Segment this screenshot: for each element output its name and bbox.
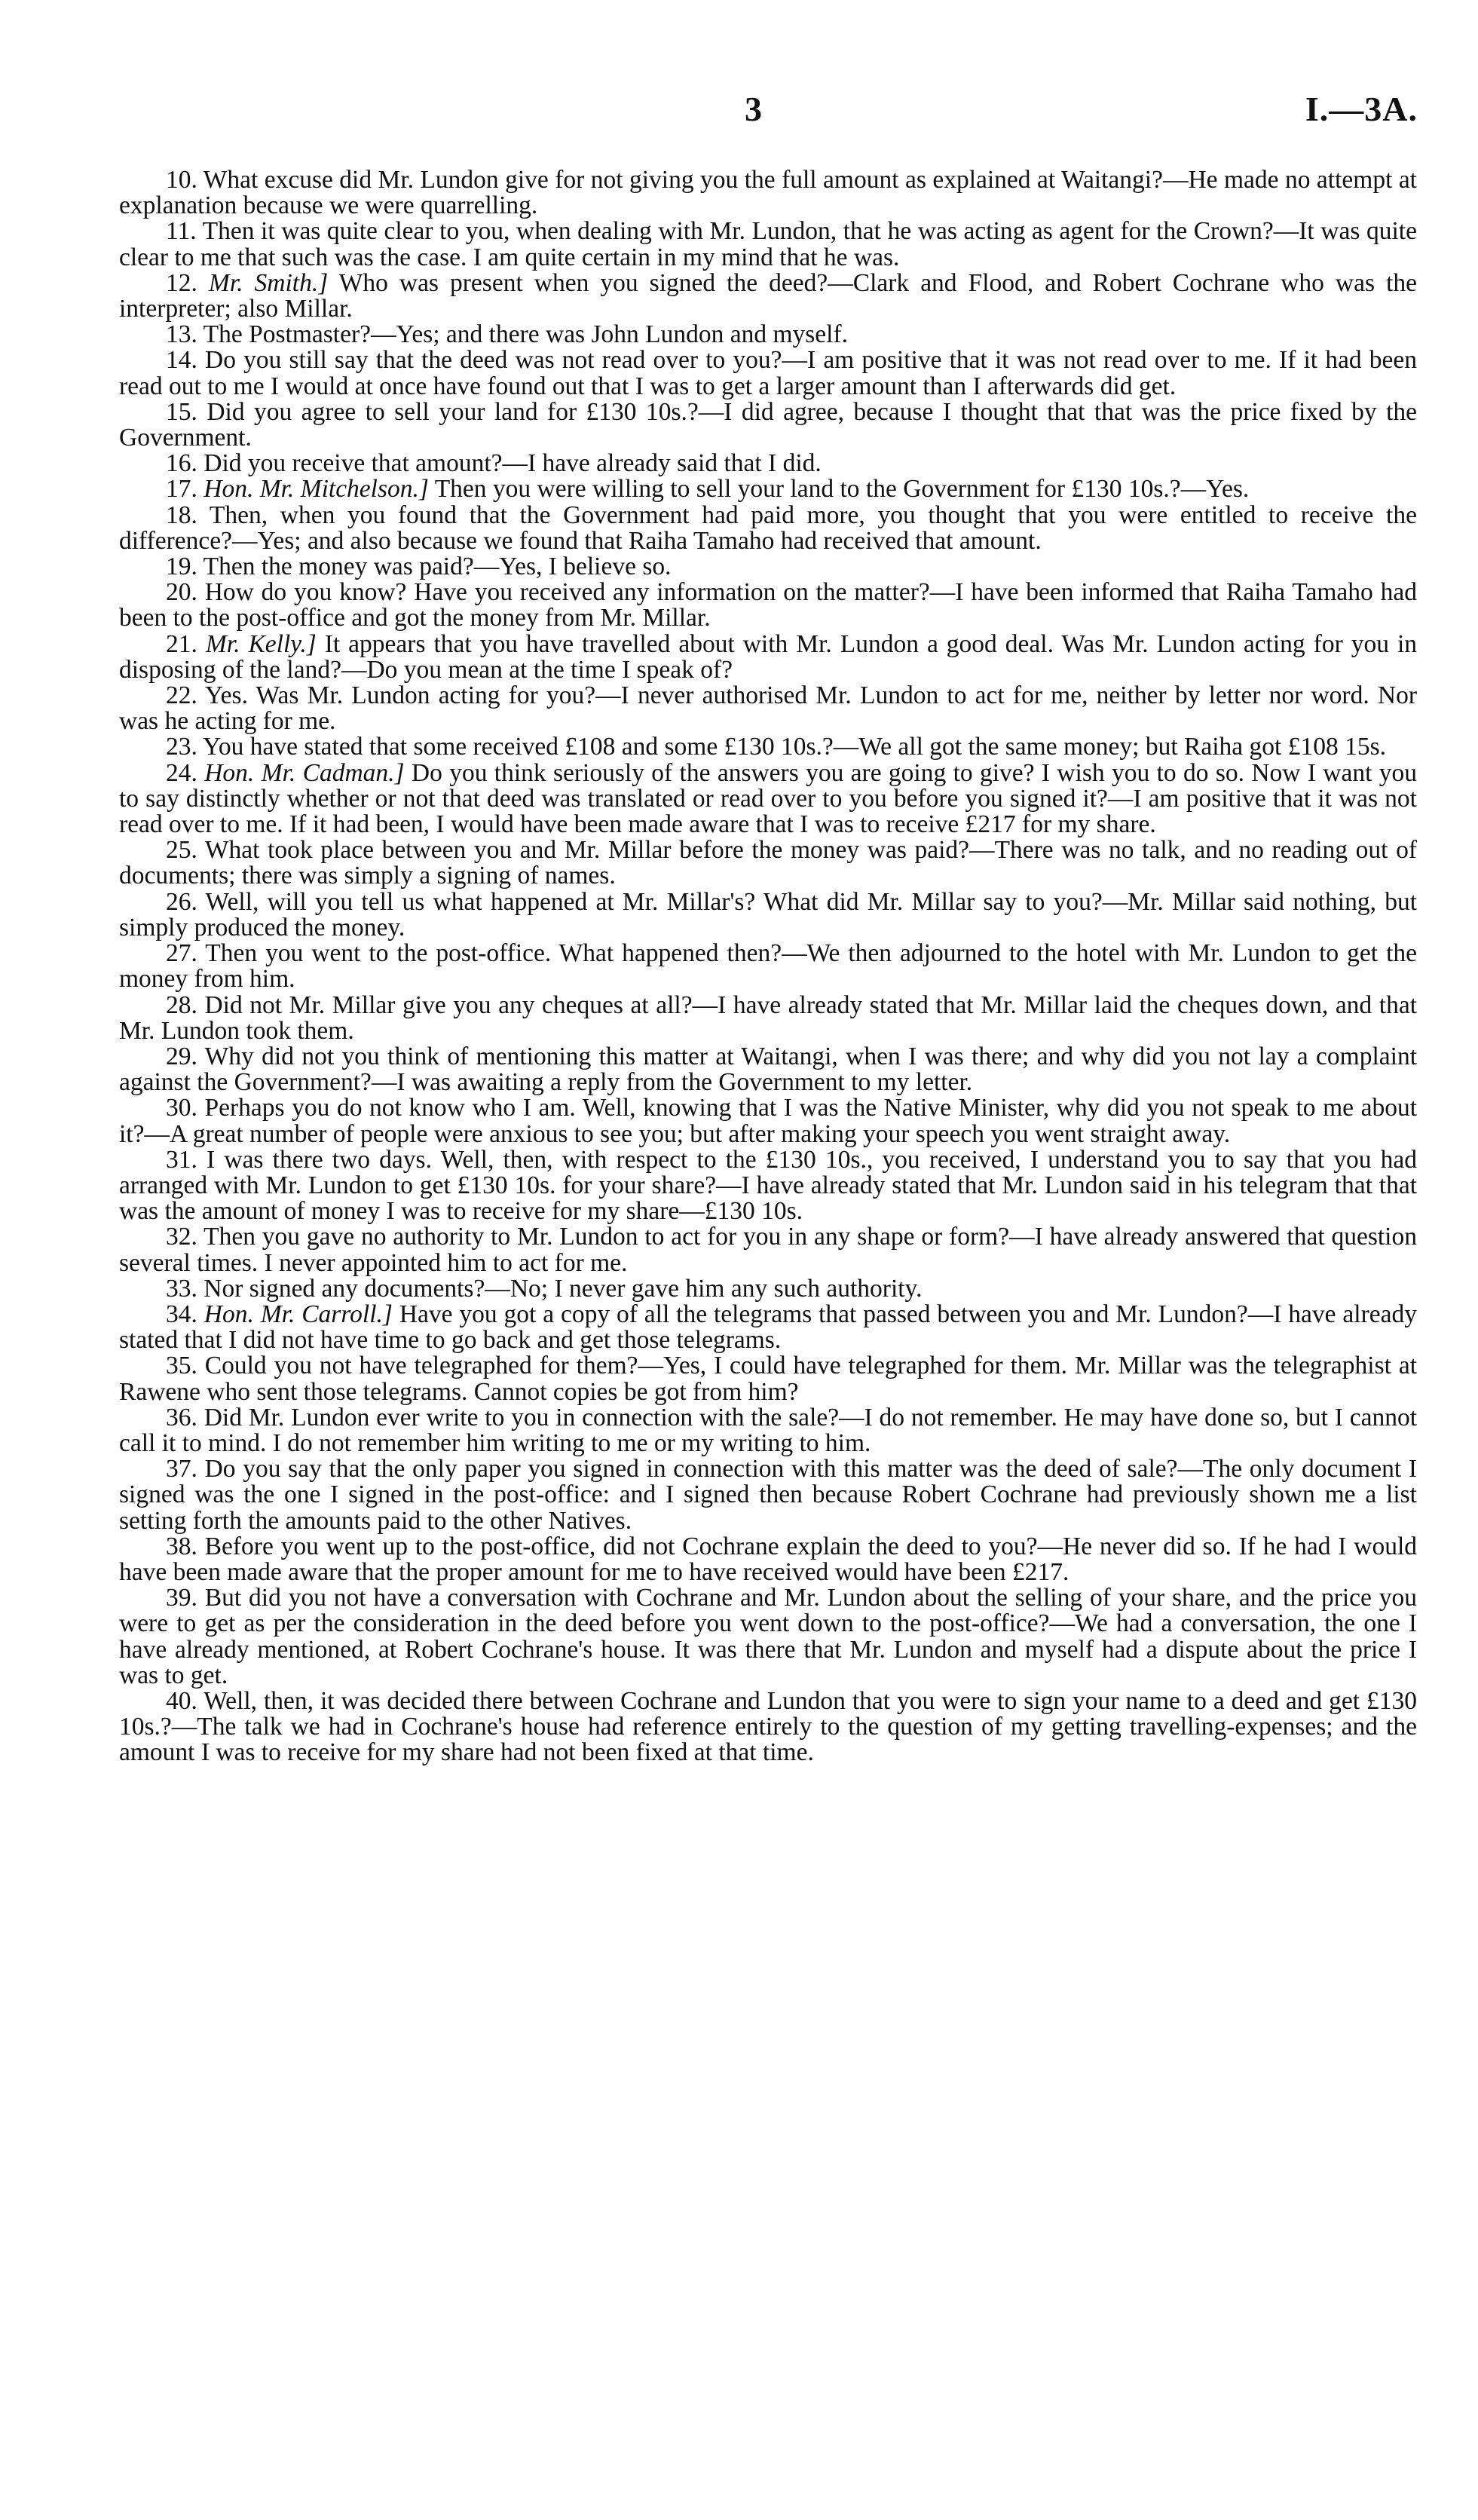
question-answer-text: How do you know? Have you received any information on the matter?—I have been informed that Raiha Tamaho had been to the post-office and got the money from Mr. Millar. <box>119 578 1417 632</box>
question-number: 17. <box>166 475 197 504</box>
question-paragraph <box>119 503 1417 554</box>
question-number: 27. <box>166 939 197 968</box>
question-paragraph <box>119 1302 1417 1353</box>
question-paragraph <box>119 1585 1417 1689</box>
question-answer-text: Did you agree to sell your land for £130 10s.?—I did agree, because I thought that that was the price fixed by the Government. <box>119 397 1417 452</box>
question-number: 29. <box>166 1042 197 1070</box>
question-answer-text: But did you not have a conversation with Cochrane and Mr. Lundon about the selling of your share, and the price you were to get as per the consideration in the deed before you went down to the post-office?—We had a conversation, the one I have already mentioned, at Robert Cochrane's house. It was there that Mr. Lundon and myself had a dispute about the price I was to get. <box>119 1584 1418 1689</box>
question-answer-text: Before you went up to the post-office, did not Cochrane explain the deed to you?—He never did so. If he had I would have been made aware that the proper amount for me to have received would have been £217. <box>119 1532 1417 1586</box>
question-answer-text: Could you not have telegraphed for them?—Yes, I could have telegraphed for them. Mr. Millar was the telegraphist at Rawene who sent those telegrams. Cannot copies be got from him? <box>119 1352 1418 1406</box>
question-answer-text: Did you receive that amount?—I have already said that I did. <box>203 449 822 478</box>
question-answer-text: Then you went to the post-office. What happened then?—We then adjourned to the hotel with Mr. Lundon to get the money from him. <box>119 939 1417 994</box>
question-number: 26. <box>166 887 197 916</box>
question-answer-text: You have stated that some received £108 and some £130 10s.?—We all got the same money; but Raiha got £108 15s. <box>203 733 1386 761</box>
question-number: 14. <box>166 346 197 375</box>
question-paragraph <box>119 629 1418 684</box>
question-paragraph <box>119 1405 1417 1456</box>
question-number: 35. <box>166 1352 197 1380</box>
question-paragraph <box>119 476 1417 502</box>
question-number: 32. <box>166 1223 197 1251</box>
question-answer-text: Do you think seriously of the answers you are going to give? I wish you to do so. Now I want you to say distinctly whether or not that deed was translated or read over to you before you signed it?—I am positive that it was not read over to me. If it had been, I would have been made aware that I was to receive £217 for my share. <box>119 758 1418 839</box>
speaker-label: Mr. Kelly.] <box>205 629 317 658</box>
question-answer-text: Have you got a copy of all the telegrams that passed between you and Mr. Lundon?—I have already stated that I did not have time to go back and get those telegrams. <box>119 1300 1417 1355</box>
speaker-label: Hon. Mr. Cadman.] <box>204 758 405 787</box>
question-answer-text: Then you were willing to sell your land to the Government for £130 10s.?—Yes. <box>434 475 1250 504</box>
question-paragraph <box>119 837 1417 889</box>
question-answer-text: Did Mr. Lundon ever write to you in connection with the sale?—I do not remember. He may have done so, but I cannot call it to mind. I do not remember him writing to me or my writing to him. <box>119 1403 1418 1457</box>
question-answer-text: Why did not you think of mentioning this matter at Waitangi, when I was there; and why did you not lay a complaint against the Government?—I was awaiting a reply from the Government to my letter. <box>119 1042 1418 1097</box>
question-paragraph <box>119 683 1417 734</box>
page-header <box>0 89 1478 134</box>
question-paragraph <box>119 167 1417 219</box>
question-answer-text: Then you gave no authority to Mr. Lundon to act for you in any shape or form?—I have already answered that question several times. I never appointed him to act for me. <box>119 1223 1417 1277</box>
question-answer-text: What took place between you and Mr. Millar before the money was paid?—There was no talk, and no reading out of documents; there was simply a signing of names. <box>119 836 1417 890</box>
question-number: 13. <box>166 320 197 349</box>
question-paragraph <box>119 1534 1417 1585</box>
question-number: 36. <box>166 1403 197 1431</box>
question-number: 18. <box>166 501 197 529</box>
question-number: 38. <box>166 1532 197 1560</box>
question-paragraph <box>119 1044 1417 1095</box>
question-paragraph <box>119 1456 1417 1534</box>
question-number: 37. <box>166 1455 197 1484</box>
question-number: 31. <box>166 1145 197 1174</box>
question-answer-text: Well, will you tell us what happened at Mr. Millar's? What did Mr. Millar say to you?—Mr. Millar said nothing, but simply produced the money. <box>119 887 1418 942</box>
question-paragraph <box>119 1353 1417 1404</box>
question-answer-text: It appears that you have travelled about with Mr. Lundon a good deal. Was Mr. Lundon acting for you in disposing of the land?—Do you mean at the time I speak of? <box>119 629 1418 684</box>
question-paragraph <box>119 268 1417 323</box>
speaker-label: Hon. Mr. Carroll.] <box>203 1300 393 1328</box>
question-number: 30. <box>166 1094 197 1122</box>
speaker-label: Hon. Mr. Mitchelson.] <box>203 475 429 504</box>
question-paragraph <box>119 758 1418 839</box>
question-answer-text: Well, then, it was decided there between Cochrane and Lundon that you were to sign your name to a deed and get £130 10s.?—The talk we had in Cochrane's house had reference entirely to the question of my getting travelling-expenses; and the amount I was to receive for my share had not been fixed at that time. <box>119 1686 1417 1767</box>
question-paragraph <box>119 993 1417 1044</box>
question-answer-text: Who was present when you signed the deed?—Clark and Flood, and Robert Cochrane who was the interpreter; also Millar. <box>119 268 1417 323</box>
question-number: 19. <box>166 553 197 581</box>
question-answer-text: Yes. Was Mr. Lundon acting for you?—I never authorised Mr. Lundon to act for me, neither by letter nor word. Nor was he acting for me. <box>119 681 1417 736</box>
question-paragraph <box>119 219 1417 270</box>
question-number: 28. <box>166 991 197 1019</box>
question-number: 20. <box>166 578 197 607</box>
question-answer-text: Do you still say that the deed was not read over to you?—I am positive that it was not read over to me. If it had been read out to me I would at once have found out that I was to get a larger amount than I afterwards did get. <box>119 346 1417 400</box>
question-paragraph <box>119 1686 1417 1767</box>
question-paragraph <box>119 348 1417 399</box>
question-number: 22. <box>166 681 197 710</box>
question-answer-text: Then, when you found that the Government had paid more, you thought that you were entitled to receive the difference?—Yes; and also because we found that Raiha Tamaho had received that amount. <box>119 501 1417 555</box>
question-number: 12. <box>166 268 197 297</box>
question-number: 16. <box>166 449 197 478</box>
question-number: 11. <box>166 217 197 246</box>
question-number: 33. <box>166 1274 197 1303</box>
question-number: 24. <box>166 758 197 787</box>
speaker-label: Mr. Smith.] <box>208 268 329 297</box>
question-paragraph <box>119 1224 1417 1275</box>
question-answer-text: Nor signed any documents?—No; I never gave him any such authority. <box>203 1274 923 1303</box>
question-number: 40. <box>166 1686 197 1715</box>
question-paragraph <box>119 554 1417 580</box>
question-answer-text: What excuse did Mr. Lundon give for not giving you the full amount as explained at Waitangi?—He made no attempt at explanation because we were quarrelling. <box>119 166 1417 220</box>
question-paragraph <box>119 941 1417 992</box>
question-paragraph <box>119 1095 1417 1147</box>
question-answer-text: Then the money was paid?—Yes, I believe so. <box>203 553 672 581</box>
question-number: 25. <box>166 836 197 865</box>
question-answer-text: Then it was quite clear to you, when dealing with Mr. Lundon, that he was acting as agent for the Crown?—It was quite clear to me that such was the case. I am quite certain in my mind that he was. <box>119 217 1417 271</box>
question-answer-text: Perhaps you do not know who I am. Well, knowing that I was the Native Minister, why did you not speak to me about it?—A great number of people were anxious to see you; but after making your speech you went straight away. <box>119 1094 1418 1148</box>
question-number: 10. <box>166 166 197 194</box>
question-number: 15. <box>166 397 197 426</box>
question-paragraph <box>119 322 1417 348</box>
question-paragraph <box>119 580 1417 631</box>
question-answer-text: The Postmaster?—Yes; and there was John Lundon and myself. <box>203 320 849 349</box>
question-paragraph <box>119 887 1418 942</box>
question-number: 39. <box>166 1584 197 1612</box>
question-number: 21. <box>166 629 197 658</box>
question-paragraph <box>119 1276 1417 1302</box>
question-paragraph <box>119 451 1417 476</box>
question-answer-text: Do you say that the only paper you signed in connection with this matter was the deed of sale?—The only document I signed was the one I signed in the post-office: and I signed then because Robert Cochrane had previously shown me a list setting forth the amounts paid to the other Natives. <box>119 1455 1417 1535</box>
question-answer-text: Did not Mr. Millar give you any cheques at all?—I have already stated that Mr. Millar laid the cheques down, and that Mr. Lundon took them. <box>119 991 1417 1045</box>
question-paragraph <box>119 734 1417 760</box>
question-number: 23. <box>166 733 197 761</box>
question-number: 34. <box>166 1300 197 1328</box>
question-paragraph <box>119 1147 1417 1225</box>
question-answer-text: I was there two days. Well, then, with respect to the £130 10s., you received, I understand you to say that you had arranged with Mr. Lundon to get £130 10s. for your share?—I have already stated that Mr. Lundon said in his telegram that that was the amount of money I was to receive for my share—£130 10s. <box>119 1145 1417 1226</box>
document-reference: I.—3A. <box>1305 90 1418 128</box>
page-number: 3 <box>745 90 762 128</box>
testimony-body <box>119 167 1417 1766</box>
question-paragraph <box>119 397 1417 452</box>
